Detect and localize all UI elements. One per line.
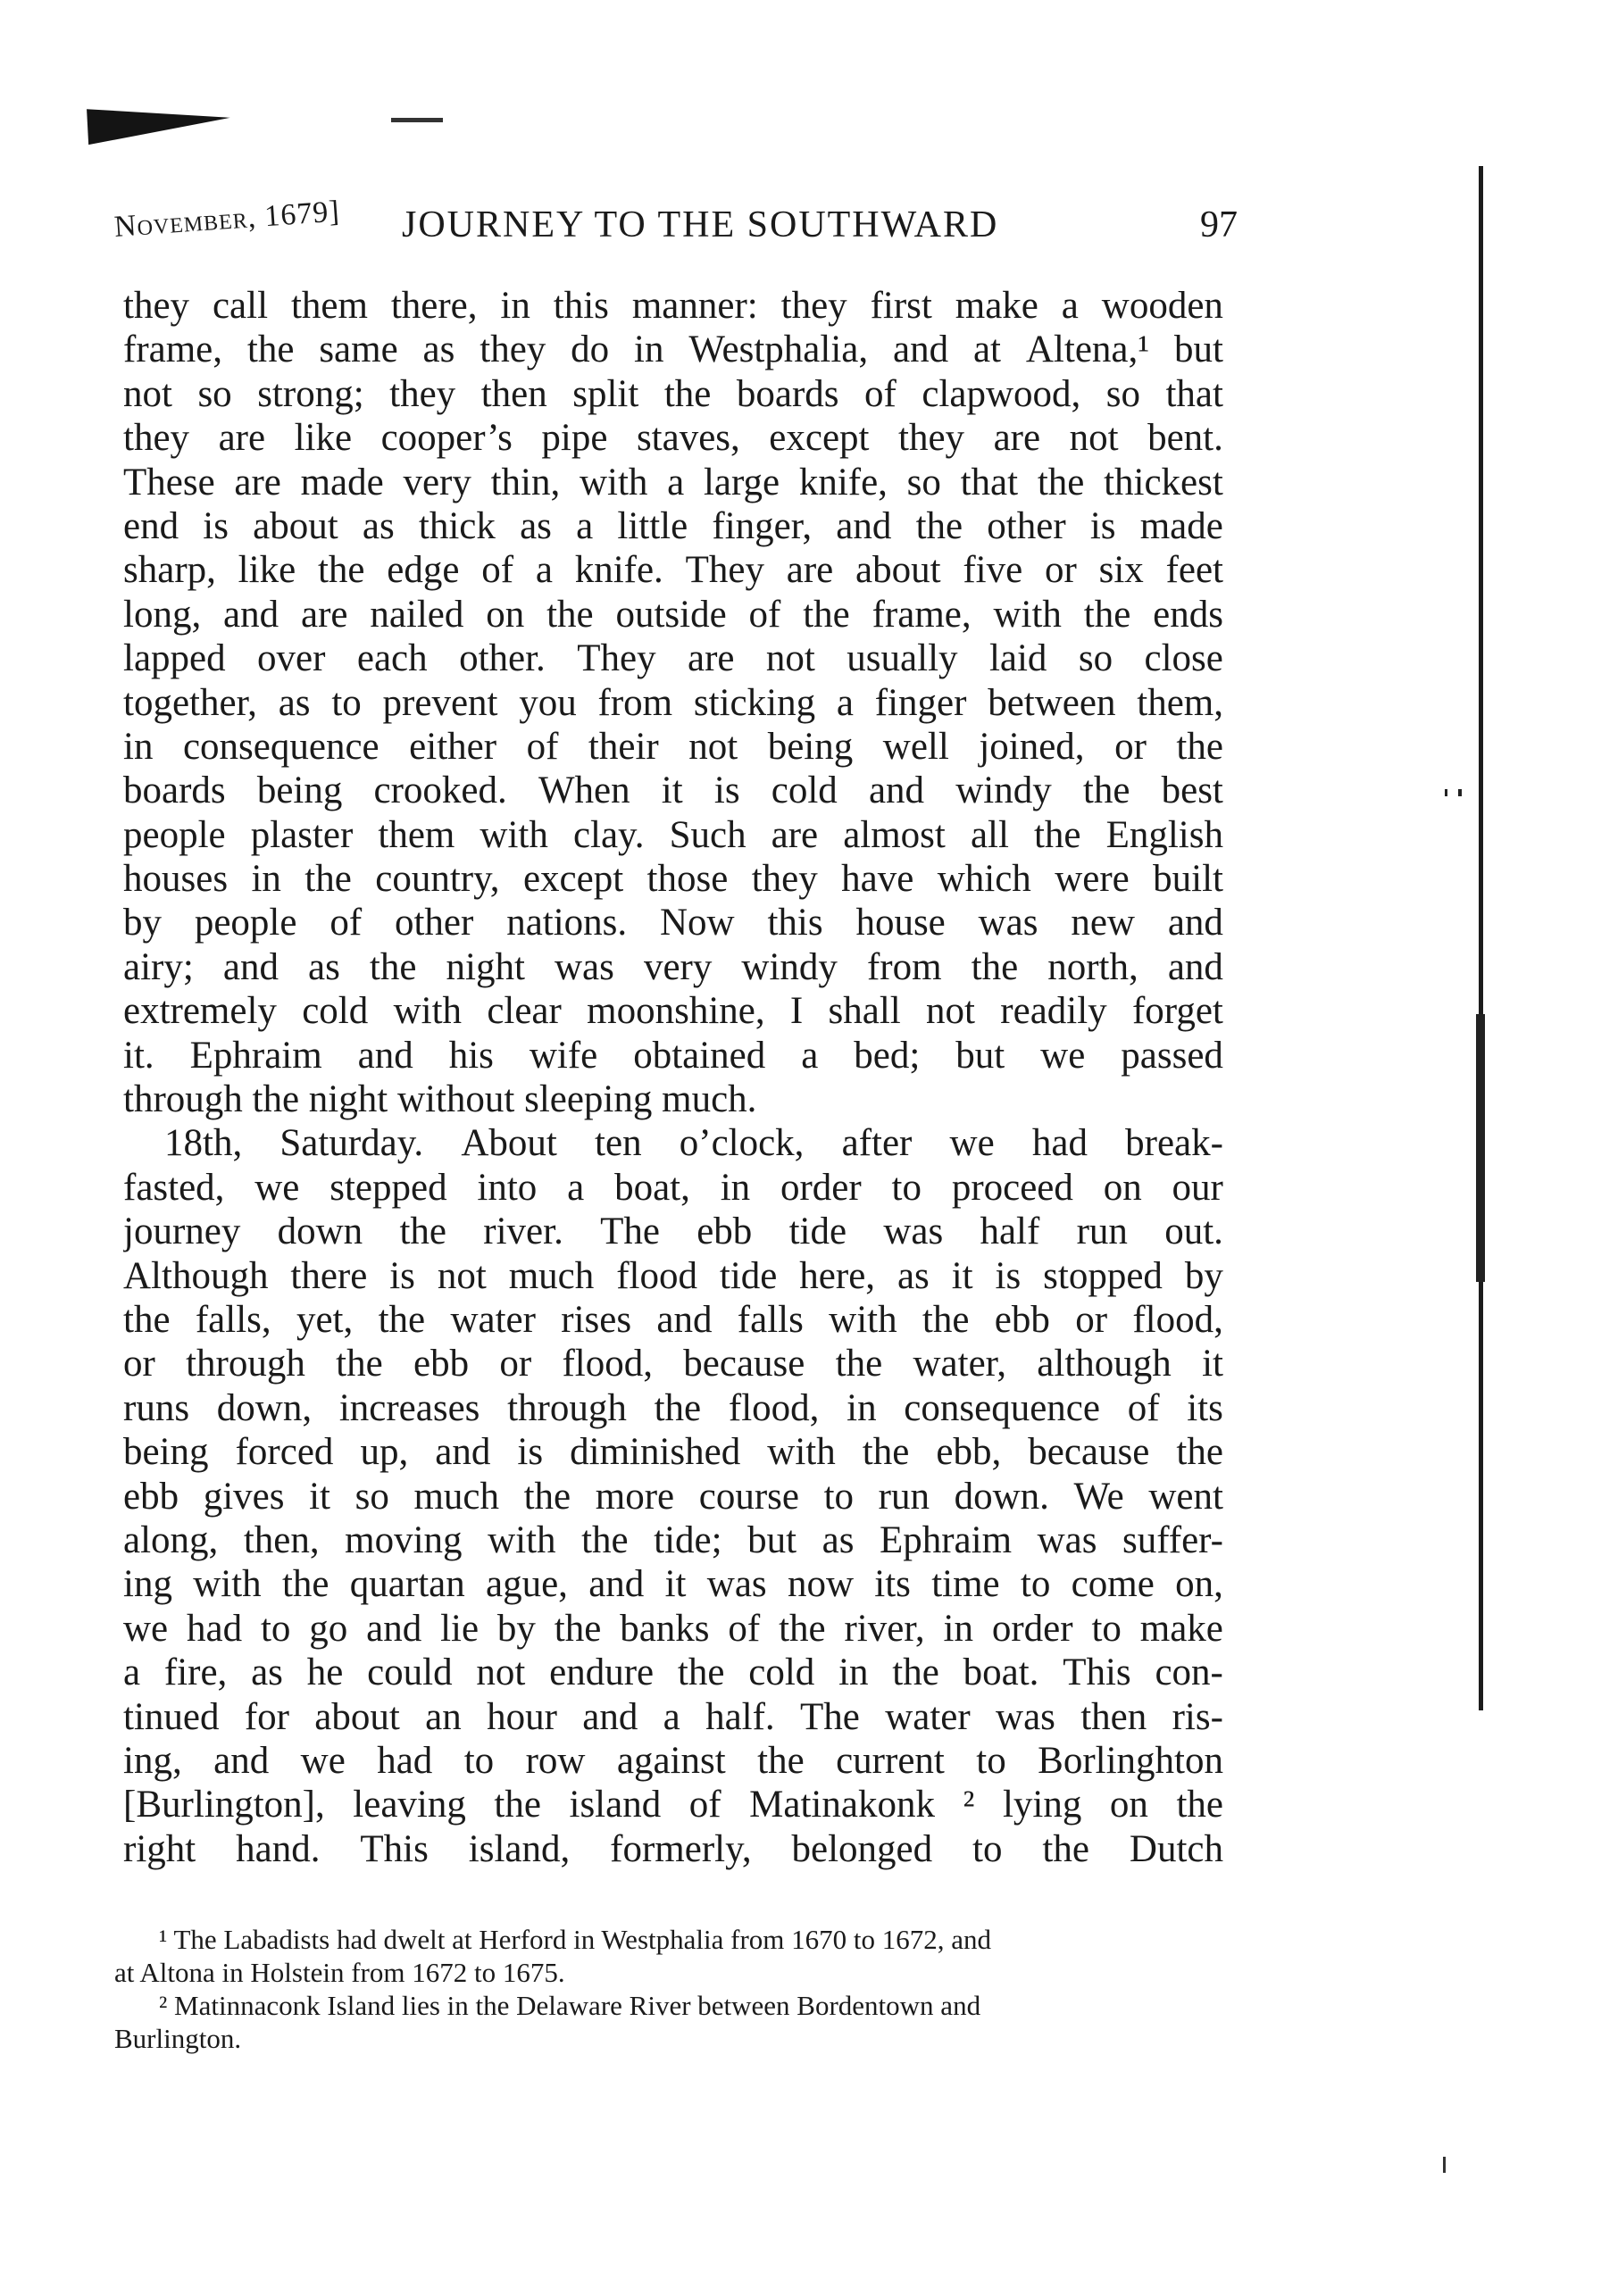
text-line: through the night without sleeping much. bbox=[123, 1078, 757, 1121]
scan-artifact-tick bbox=[1443, 2157, 1446, 2173]
text-line: journey down the river. The ebb tide was half run out. bbox=[123, 1210, 1223, 1253]
text-line: they are like cooper’s pipe staves, except they are not bent. bbox=[123, 417, 1223, 460]
text-line: airy; and as the night was very windy from the north, and bbox=[123, 945, 1223, 988]
header-title: JOURNEY TO THE SOUTHWARD bbox=[402, 204, 999, 245]
footnotes bbox=[114, 1923, 1226, 2055]
text-line: it. Ephraim and his wife obtained a bed; but we passed bbox=[123, 1034, 1223, 1077]
text-line: the falls, yet, the water rises and falls with the ebb or flood, bbox=[123, 1298, 1223, 1341]
text-line: along, then, moving with the tide; but as Ephraim was suffer- bbox=[123, 1518, 1223, 1561]
text-line: people plaster them with clay. Such are almost all the English bbox=[123, 813, 1223, 856]
text-line: a fire, as he could not endure the cold in the boat. This con- bbox=[123, 1651, 1223, 1694]
text-line: extremely cold with clear moonshine, I shall not readily forget bbox=[123, 990, 1223, 1033]
text-line: tinued for about an hour and a half. The water was then ris- bbox=[123, 1695, 1223, 1738]
text-line: runs down, increases through the flood, in consequence of its bbox=[123, 1386, 1223, 1429]
text-line: long, and are nailed on the outside of the frame, with the ends bbox=[123, 593, 1223, 636]
text-line: by people of other nations. Now this house was new and bbox=[123, 902, 1223, 944]
text-line: being forced up, and is diminished with the ebb, because the bbox=[123, 1431, 1223, 1474]
text-line: 18th, Saturday. About ten o’clock, after we had break- bbox=[164, 1122, 1223, 1165]
scan-artifact-dots bbox=[1445, 789, 1462, 796]
text-line: end is about as thick as a little finger, and the other is made bbox=[123, 504, 1223, 547]
text-line: boards being crooked. When it is cold and windy the best bbox=[123, 769, 1223, 812]
header-date: November, 1679] bbox=[113, 195, 341, 244]
text-line: ing with the quartan ague, and it was now its time to come on, bbox=[123, 1563, 1223, 1606]
text-line: right hand. This island, formerly, belonged to the Dutch bbox=[123, 1827, 1223, 1870]
text-line: or through the ebb or flood, because the water, although it bbox=[123, 1343, 1223, 1385]
text-line: lapped over each other. They are not usually laid so close bbox=[123, 637, 1223, 680]
text-line: they call them there, in this manner: they first make a wooden bbox=[123, 285, 1223, 327]
footnote-line: ² Matinnaconk Island lies in the Delaware River between Bordentown and bbox=[159, 1990, 981, 2021]
footnote-line: ¹ The Labadists had dwelt at Herford in Westphalia from 1670 to 1672, and bbox=[159, 1924, 991, 1955]
text-line: we had to go and lie by the banks of the river, in order to make bbox=[123, 1607, 1223, 1650]
running-header bbox=[113, 195, 1238, 257]
text-line: These are made very thin, with a large knife, so that the thickest bbox=[123, 461, 1223, 503]
scan-artifact-wedge bbox=[87, 102, 231, 145]
text-line: ing, and we had to row against the current to Borlinghton bbox=[123, 1739, 1223, 1782]
text-line: frame, the same as they do in Westphalia, and at Altena,¹ but bbox=[123, 329, 1223, 371]
footnote-line: at Altona in Holstein from 1672 to 1675. bbox=[114, 1957, 565, 1988]
text-line: together, as to prevent you from sticking a finger between them, bbox=[123, 681, 1223, 724]
page-number: 97 bbox=[1200, 204, 1238, 245]
text-line: [Burlington], leaving the island of Matinakonk ² lying on the bbox=[123, 1784, 1223, 1826]
text-line: in consequence either of their not being well joined, or the bbox=[123, 725, 1223, 768]
text-line: not so strong; they then split the boards of clapwood, so that bbox=[123, 372, 1223, 415]
text-line: fasted, we stepped into a boat, in order to proceed on our bbox=[123, 1166, 1223, 1209]
text-line: Although there is not much flood tide here, as it is stopped by bbox=[123, 1254, 1223, 1297]
scan-margin-rule bbox=[1479, 166, 1483, 1710]
body-text bbox=[123, 284, 1223, 1871]
text-line: ebb gives it so much the more course to run down. We went bbox=[123, 1475, 1223, 1518]
footnote-line: Burlington. bbox=[114, 2023, 242, 2054]
text-line: sharp, like the edge of a knife. They are about five or six feet bbox=[123, 549, 1223, 592]
scan-artifact-dash bbox=[391, 118, 443, 122]
text-line: houses in the country, except those they have which were built bbox=[123, 858, 1223, 901]
